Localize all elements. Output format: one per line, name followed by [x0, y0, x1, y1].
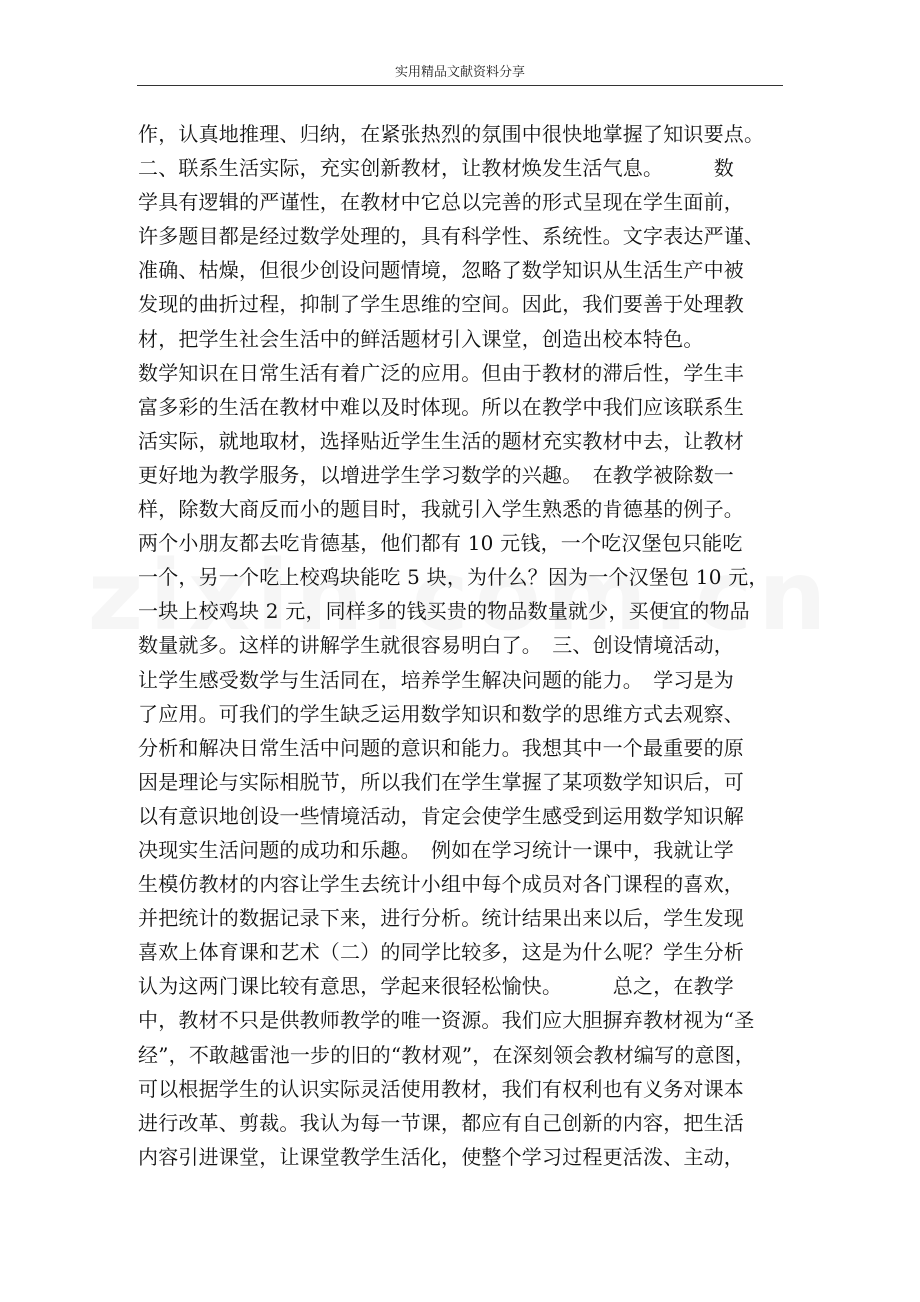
text-line: 进行改革、剪裁。我认为每一节课，都应有自己创新的内容，把生活 — [138, 1110, 744, 1135]
text-line: 富多彩的生活在教材中难以及时体现。所以在教学中我们应该联系生 — [138, 394, 744, 419]
text-line: 让学生感受数学与生活同在，培养学生解决问题的能力。 学习是为 — [138, 667, 734, 692]
text-line: 了应用。可我们的学生缺乏运用数学知识和数学的思维方式去观察、 — [138, 701, 744, 726]
text-line: 一个，另一个吃上校鸡块能吃 5 块，为什么？因为一个汉堡包 10 元， — [138, 565, 769, 590]
text-line: 许多题目都是经过数学处理的，具有科学性、系统性。文字表达严谨、 — [138, 224, 765, 249]
text-line: 内容引进课堂，让课堂教学生活化，使整个学习过程更活泼、主动， — [138, 1144, 744, 1169]
text-line: 发现的曲折过程，抑制了学生思维的空间。因此，我们要善于处理教 — [138, 292, 744, 317]
text-line: 喜欢上体育课和艺术（二）的同学比较多，这是为什么呢？学生分析 — [138, 940, 744, 965]
text-line: 分析和解决日常生活中问题的意识和能力。我想其中一个最重要的原 — [138, 735, 744, 760]
text-line: 生模仿教材的内容让学生去统计小组中每个成员对各门课程的喜欢， — [138, 872, 744, 897]
text-line: 认为这两门课比较有意思，学起来很轻松愉快。 总之，在教学 — [138, 974, 734, 999]
text-line: 二、联系生活实际，充实创新教材，让教材焕发生活气息。 数 — [138, 156, 734, 181]
text-line: 中，教材不只是供教师教学的唯一资源。我们应大胆摒弃教材视为“圣 — [138, 1008, 755, 1033]
text-line: 数学知识在日常生活有着广泛的应用。但由于教材的滞后性，学生丰 — [138, 360, 744, 385]
text-line: 作，认真地推理、归纳，在紧张热烈的氛围中很快地掌握了知识要点。 — [138, 122, 765, 146]
text-line: 更好地为教学服务，以增进学生学习数学的兴趣。 在教学被除数一 — [138, 462, 734, 487]
text-line: 决现实生活问题的成功和乐趣。 例如在学习统计一课中，我就让学 — [138, 837, 734, 862]
text-line: 一块上校鸡块 2 元，同样多的钱买贵的物品数量就少，买便宜的物品 — [138, 599, 750, 624]
text-line: 可以根据学生的认识实际灵活使用教材，我们有权利也有义务对课本 — [138, 1076, 744, 1101]
text-line: 学具有逻辑的严谨性，在教材中它总以完善的形式呈现在学生面前， — [138, 190, 744, 215]
text-line: 两个小朋友都去吃肯德基，他们都有 10 元钱，一个吃汉堡包只能吃 — [138, 531, 743, 556]
text-line: 活实际，就地取材，选择贴近学生生活的题材充实教材中去，让教材 — [138, 428, 744, 453]
text-line: 经”，不敢越雷池一步的旧的“教材观”，在深刻领会教材编写的意图， — [138, 1042, 756, 1067]
text-line: 样，除数大商反而小的题目时，我就引入学生熟悉的肯德基的例子。 — [138, 497, 744, 522]
text-line: 材，把学生社会生活中的鲜活题材引入课堂，创造出校本特色。 — [138, 326, 704, 351]
page-header: 实用精品文献资料分享 — [394, 65, 525, 80]
text-line: 准确、枯燥，但很少创设问题情境，忽略了数学知识从生活生产中被 — [138, 258, 744, 283]
text-line: 因是理论与实际相脱节，所以我们在学生掌握了某项数学知识后，可 — [138, 769, 744, 794]
text-line: 数量就多。这样的讲解学生就很容易明白了。 三、创设情境活动， — [138, 633, 734, 658]
text-line: 以有意识地创设一些情境活动，肯定会使学生感受到运用数学知识解 — [138, 803, 744, 828]
document-body — [138, 117, 788, 1174]
header-divider — [137, 85, 783, 86]
text-line: 并把统计的数据记录下来，进行分析。统计结果出来以后，学生发现 — [138, 906, 744, 931]
